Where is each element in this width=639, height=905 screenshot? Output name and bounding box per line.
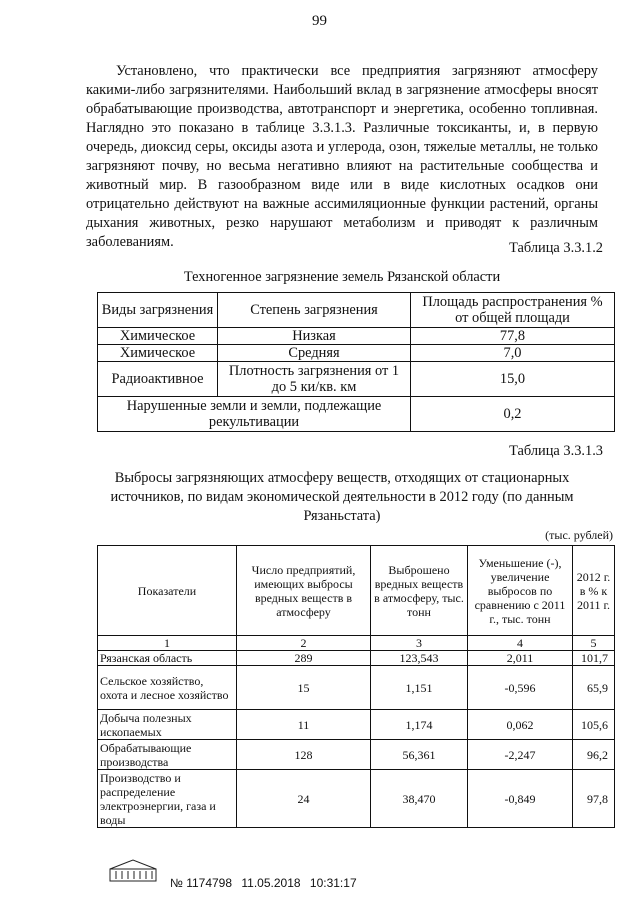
column-number: 1 <box>98 636 237 651</box>
table-cell: 1,151 <box>371 666 468 710</box>
units-note: (тыс. рублей) <box>545 528 613 542</box>
table-cell: 97,8 <box>573 770 615 828</box>
table-cell: Средняя <box>218 345 411 362</box>
header-cell: Площадь распространения % от общей площади <box>411 293 615 328</box>
table1-label: Таблица 3.3.1.2 <box>509 240 603 256</box>
page-number: 99 <box>312 13 327 29</box>
header-cell: Выброшено вредных веществ в атмосферу, тыс. тонн <box>371 546 468 636</box>
table-cell: -2,247 <box>468 740 573 770</box>
emissions-table <box>97 545 615 828</box>
table-cell: Добыча полезных ископаемых <box>98 710 237 740</box>
column-number-row <box>98 636 615 651</box>
column-number: 3 <box>371 636 468 651</box>
table-cell: Низкая <box>218 328 411 345</box>
table-cell: 24 <box>237 770 371 828</box>
table-row <box>98 328 615 345</box>
doc-date: 11.05.2018 <box>241 876 301 890</box>
column-number: 2 <box>237 636 371 651</box>
table-cell: -0,849 <box>468 770 573 828</box>
table-cell: 105,6 <box>573 710 615 740</box>
table1-title: Техногенное загрязнение земель Рязанской области <box>183 269 501 285</box>
header-cell: Уменьшение (-), увеличение выбросов по сравнению с 2011 г., тыс. тонн <box>468 546 573 636</box>
table-cell: Радиоактивное <box>98 362 218 397</box>
table-row <box>98 740 615 770</box>
column-number: 4 <box>468 636 573 651</box>
doc-time: 10:31:17 <box>309 876 357 890</box>
column-number: 5 <box>573 636 615 651</box>
table-row <box>98 710 615 740</box>
table-cell: 96,2 <box>573 740 615 770</box>
table-cell: 15,0 <box>411 362 615 397</box>
table-cell: 289 <box>237 651 371 666</box>
table-header-row <box>98 546 615 636</box>
table-cell: 2,011 <box>468 651 573 666</box>
document-stamp <box>170 876 363 890</box>
table-cell: 7,0 <box>411 345 615 362</box>
table-cell: 123,543 <box>371 651 468 666</box>
table-cell: 101,7 <box>573 651 615 666</box>
header-cell: Виды загрязнения <box>98 293 218 328</box>
table-cell: 0,2 <box>411 397 615 432</box>
table-cell: 11 <box>237 710 371 740</box>
body-paragraph: Установлено, что практически все предприятия загрязняют атмосферу какими-либо загрязнителями. Наибольший вклад в загрязнение атмосферы вносят обрабатывающие производства, автотранспорт и энергетика, особенно топливная. Наглядно это показано в таблице 3.3.1.3. Различные токсиканты, и, в первую очередь, диоксид серы, оксиды азота и углерода, озон, тяжелые металлы, не только загрязняют почву, но весьма негативно влияют на растительные сообщества и животный мир. В газообразном виде или в виде кислотных осадков они отрицательно действуют на важные ассимиляционные функции растений, органы дыхания животных, резко нарушают метаболизм и приводят к различным заболеваниям. <box>86 63 598 250</box>
header-cell: Степень загрязнения <box>218 293 411 328</box>
header-cell: 2012 г. в % к 2011 г. <box>573 546 615 636</box>
table-row <box>98 362 615 397</box>
table-header-row <box>98 293 615 328</box>
table-row <box>98 666 615 710</box>
table-cell: Сельское хозяйство, охота и лесное хозяйство <box>98 666 237 710</box>
table-cell: 0,062 <box>468 710 573 740</box>
table-cell: 128 <box>237 740 371 770</box>
table-cell: Производство и распределение электроэнергии, газа и воды <box>98 770 237 828</box>
table-cell: Нарушенные земли и земли, подлежащие рекультивации <box>98 397 411 432</box>
table-cell: 77,8 <box>411 328 615 345</box>
table2-title: Выбросы загрязняющих атмосферу веществ, отходящих от стационарных источников, по видам экономической деятельности в 2012 году (по данным Рязаньстата) <box>110 470 574 524</box>
doc-number: № 1174798 <box>170 876 233 890</box>
table-row <box>98 345 615 362</box>
table-cell: Химическое <box>98 345 218 362</box>
table-cell: 15 <box>237 666 371 710</box>
table-cell: Химическое <box>98 328 218 345</box>
table-cell: Обрабатывающие производства <box>98 740 237 770</box>
table-cell: 56,361 <box>371 740 468 770</box>
table-row <box>98 397 615 432</box>
table-cell: 65,9 <box>573 666 615 710</box>
header-cell: Число предприятий, имеющих выбросы вредных веществ в атмосферу <box>237 546 371 636</box>
table-cell: Рязанская область <box>98 651 237 666</box>
table-cell: 38,470 <box>371 770 468 828</box>
table-row <box>98 770 615 828</box>
table-cell: 1,174 <box>371 710 468 740</box>
land-pollution-table <box>97 292 615 432</box>
header-cell: Показатели <box>98 546 237 636</box>
table-row <box>98 651 615 666</box>
table-cell: Плотность загрязнения от 1 до 5 ки/кв. км <box>218 362 411 397</box>
table-cell: -0,596 <box>468 666 573 710</box>
table2-label: Таблица 3.3.1.3 <box>509 443 603 459</box>
